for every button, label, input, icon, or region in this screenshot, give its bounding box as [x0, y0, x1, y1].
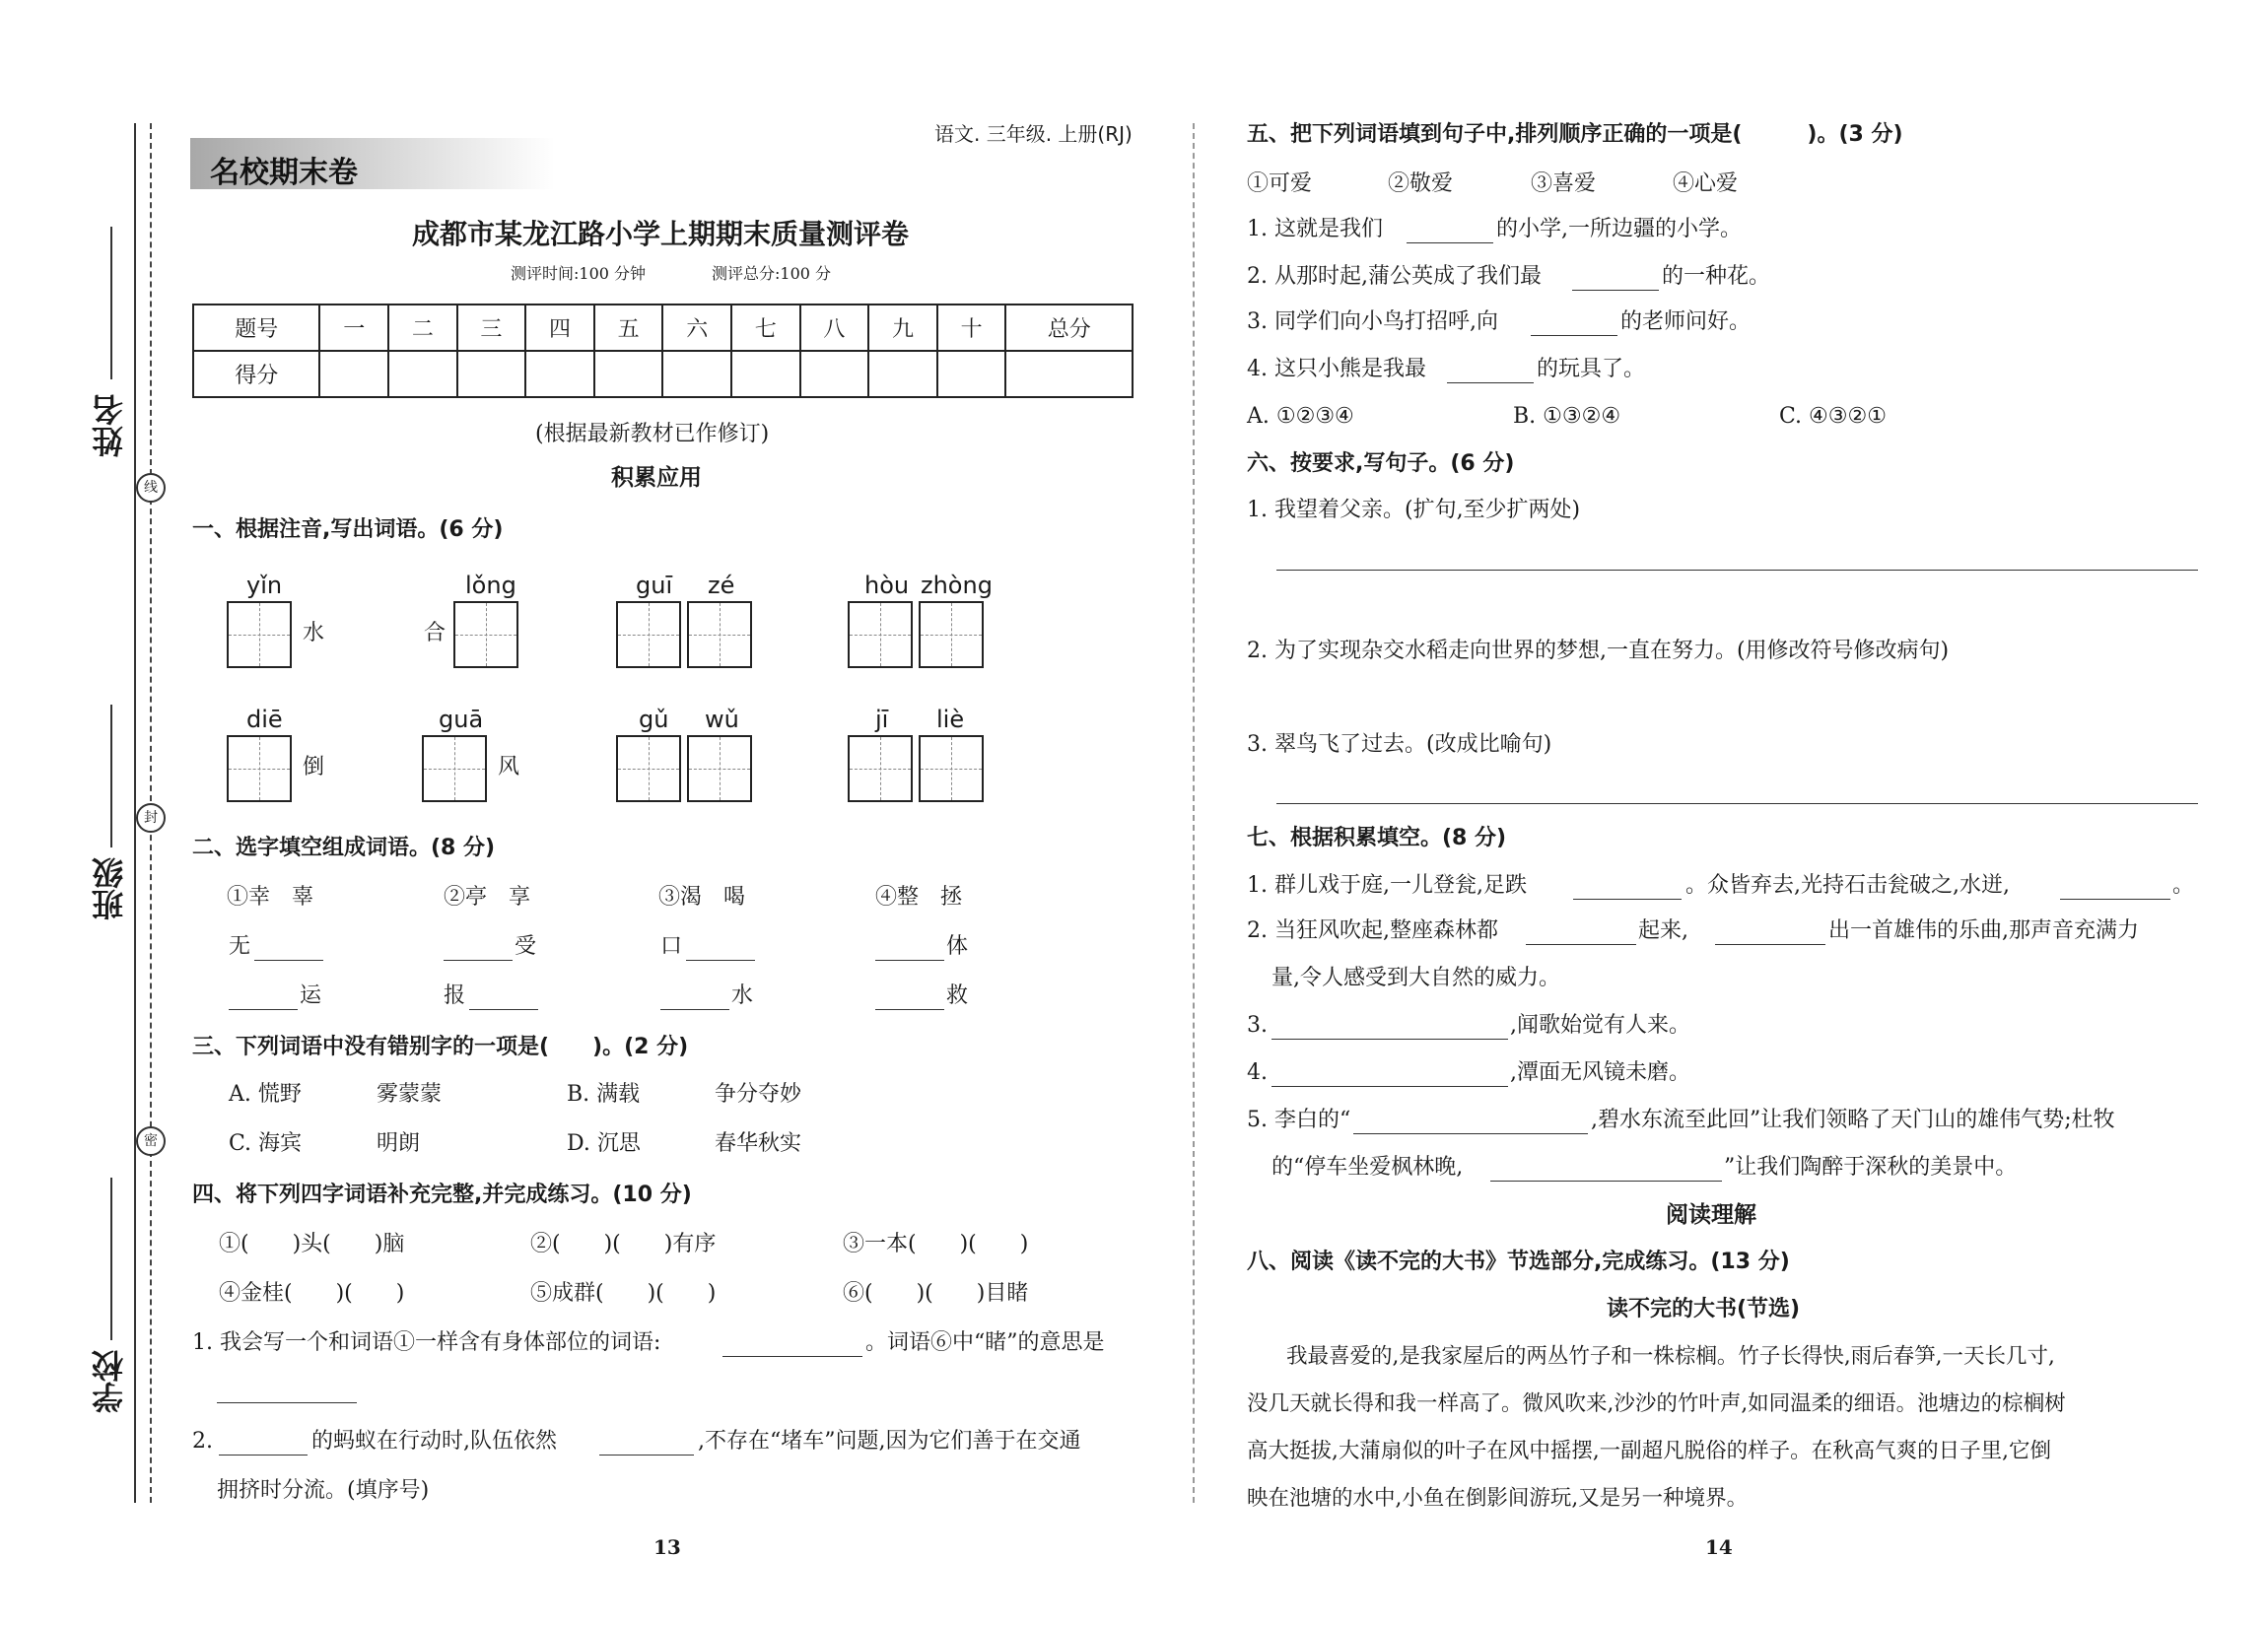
q5-sentence-end: 的玩具了。 [1537, 357, 1646, 381]
q7-blank[interactable] [1573, 881, 1682, 900]
q2-char: 水 [731, 983, 754, 1008]
given-char: 水 [303, 621, 325, 645]
q5-answer-a[interactable]: A. ①②③④ [1247, 404, 1354, 429]
pinyin: diē [246, 706, 283, 733]
q4-sub2-blank[interactable] [219, 1437, 308, 1456]
q3-choice-a-word: 雾蒙蒙 [377, 1082, 443, 1107]
q2-blank[interactable] [875, 991, 944, 1010]
score-cell: 五 [594, 305, 663, 351]
q5-word: ④心爱 [1673, 171, 1739, 196]
pinyin: zé [708, 572, 735, 599]
q7-item5-mid: ,碧水东流至此回”让我们领略了天门山的雄伟气势;杜牧 [1591, 1108, 2115, 1132]
idiom-part: )( [292, 1281, 353, 1306]
writing-box[interactable] [227, 601, 292, 668]
q4-sub2-text: 的蚂蚁在行动时,队伍依然 [311, 1429, 557, 1454]
q6-answer-line[interactable] [1276, 552, 2198, 571]
score-input-cell[interactable] [457, 351, 526, 397]
page-number-left: 13 [653, 1535, 681, 1559]
q2-char: 运 [300, 983, 322, 1008]
q2-option: ③渴 喝 [658, 885, 746, 910]
q5-title: 五、把下列词语填到句子中,排列顺序正确的一项是( )。(3 分) [1247, 122, 1903, 147]
q7-blank[interactable] [1271, 1068, 1508, 1087]
q2-char: 无 [229, 934, 251, 959]
q7-blank[interactable] [2060, 881, 2170, 900]
header-subject: 语文. 三年级. 上册(RJ) [934, 122, 1133, 146]
q7-item5-cont: 的“停车坐爱枫林晚, [1271, 1155, 1464, 1180]
q2-char: 口 [660, 934, 683, 959]
q6-item1: 1. 我望着父亲。(扩句,至少扩两处) [1247, 498, 1581, 522]
name-line[interactable] [110, 227, 112, 379]
q4-idiom-row2a [219, 1283, 404, 1305]
q7-item1-end: 。 [2172, 873, 2195, 898]
q3-choice-d[interactable]: D. 沉思 [567, 1131, 641, 1156]
idiom-part: ④金桂( [219, 1281, 293, 1306]
exam-title: 成都市某龙江路小学上期期末质量测评卷 [412, 218, 910, 250]
passage-title: 读不完的大书(节选) [1607, 1297, 1801, 1321]
idiom-part: ) [976, 1232, 1029, 1256]
q5-sentence: 1. 这就是我们 [1247, 217, 1383, 241]
pinyin: lǒng [465, 572, 516, 599]
score-cell: 九 [868, 305, 937, 351]
score-cell: 一 [319, 305, 388, 351]
writing-box[interactable] [687, 735, 752, 802]
section-title-reading: 阅读理解 [1666, 1202, 1756, 1228]
seal-mark-secret: 密 [136, 1126, 166, 1156]
writing-box[interactable] [919, 601, 984, 668]
score-input-cell[interactable] [800, 351, 869, 397]
idiom-part: ) [352, 1281, 405, 1306]
idiom-part: )头( [248, 1232, 331, 1256]
q7-item2-cont: 量,令人感受到大自然的威力。 [1271, 966, 1560, 990]
pinyin: guī [636, 572, 673, 599]
idiom-part: )目睹 [932, 1281, 1029, 1306]
q5-answer-c[interactable]: C. ④③②① [1779, 404, 1887, 429]
idiom-part: ⑤成群( [530, 1281, 604, 1306]
score-cell: 十 [937, 305, 1006, 351]
q7-item1-mid: 。众皆弃去,光持石击瓮破之,水迸, [1685, 873, 2010, 898]
pinyin: zhòng [921, 572, 993, 599]
q2-option: ②亭 享 [444, 885, 531, 910]
writing-box[interactable] [227, 735, 292, 802]
q5-word: ②敬爱 [1388, 171, 1454, 196]
score-cell: 七 [731, 305, 800, 351]
q6-item3: 3. 翠鸟飞了过去。(改成比喻句) [1247, 732, 1552, 757]
score-cell: 六 [662, 305, 731, 351]
score-cell: 四 [525, 305, 594, 351]
class-line[interactable] [110, 705, 112, 847]
score-table-header-row [193, 305, 1133, 351]
banner-text: 名校期末卷 [210, 156, 358, 190]
q7-blank[interactable] [1271, 1021, 1508, 1040]
q5-sentence: 2. 从那时起,蒲公英成了我们最 [1247, 264, 1542, 289]
idiom-part: ①( [219, 1232, 249, 1256]
idiom-part: )( [916, 1232, 977, 1256]
q5-sentence: 3. 同学们向小鸟打招呼,向 [1247, 309, 1498, 334]
q7-item4: ,潭面无风镜未磨。 [1510, 1060, 1690, 1085]
pinyin: wǔ [705, 706, 739, 733]
seal-mark-seal: 封 [136, 803, 166, 833]
q2-blank[interactable] [686, 942, 755, 961]
q7-item5-end: ”让我们陶醉于深秋的美景中。 [1724, 1155, 2018, 1180]
score-cell: 三 [457, 305, 526, 351]
pinyin: guā [439, 706, 484, 733]
page-number-right: 14 [1705, 1535, 1733, 1559]
seal-mark-line: 线 [136, 473, 166, 503]
q7-blank[interactable] [1353, 1116, 1588, 1134]
q7-item2: 2. 当狂风吹起,整座森林都 [1247, 918, 1498, 943]
exam-total: 测评总分:100 分 [712, 264, 832, 283]
page-divider [1193, 123, 1195, 1503]
idiom-part: )脑 [330, 1232, 405, 1256]
q3-choice-d-word: 春华秋实 [715, 1131, 802, 1156]
score-cell: 八 [800, 305, 869, 351]
q2-char: 救 [946, 983, 969, 1008]
q2-blank[interactable] [660, 991, 729, 1010]
q2-blank[interactable] [469, 991, 538, 1010]
section-title-accumulation: 积累应用 [611, 465, 702, 491]
score-cell: 题号 [193, 305, 319, 351]
q3-choice-a[interactable]: A. 慌野 [229, 1082, 302, 1107]
q5-sentence-end: 的小学,一所边疆的小学。 [1496, 217, 1742, 241]
q4-sub2-text2: ,不存在“堵车”问题,因为它们善于在交通 [698, 1429, 1081, 1454]
q4-sub1-text: 1. 我会写一个和词语①一样含有身体部位的词语: [192, 1330, 661, 1355]
score-input-cell[interactable] [868, 351, 937, 397]
q2-option: ④整 拯 [875, 885, 963, 910]
idiom-part: )( [560, 1232, 621, 1256]
score-table-score-row [193, 351, 1133, 397]
q6-title: 六、按要求,写句子。(6 分) [1247, 451, 1515, 476]
writing-box[interactable] [848, 601, 913, 668]
q3-choice-c[interactable]: C. 海宾 [229, 1131, 303, 1156]
exam-time: 测评时间:100 分钟 [511, 264, 647, 283]
given-char: 合 [424, 621, 447, 645]
score-input-cell[interactable] [1005, 351, 1133, 397]
q7-item4-num: 4. [1247, 1060, 1268, 1085]
pinyin: gǔ [639, 706, 669, 733]
q7-item1: 1. 群儿戏于庭,一儿登瓮,足跌 [1247, 873, 1527, 898]
school-line[interactable] [110, 1178, 112, 1340]
q2-char: 受 [515, 934, 537, 959]
pinyin: hòu [864, 572, 910, 599]
given-char: 风 [498, 755, 520, 779]
q5-blank[interactable] [1407, 225, 1493, 243]
idiom-part: )( [603, 1281, 664, 1306]
q2-blank[interactable] [875, 942, 944, 961]
q5-sentence: 4. 这只小熊是我最 [1247, 357, 1426, 381]
q7-blank[interactable] [1715, 926, 1825, 945]
score-row-label: 得分 [193, 351, 319, 397]
q7-item3: ,闻歌始觉有人来。 [1510, 1013, 1690, 1038]
q5-word: ①可爱 [1247, 171, 1313, 196]
score-input-cell[interactable] [525, 351, 594, 397]
q2-char: 体 [946, 934, 969, 959]
score-input-cell[interactable] [937, 351, 1006, 397]
writing-box[interactable] [687, 601, 752, 668]
score-input-cell[interactable] [731, 351, 800, 397]
q4-idiom-row2b [530, 1283, 716, 1305]
passage-line: 映在池塘的水中,小鱼在倒影间游玩,又是另一种境界。 [1247, 1486, 1749, 1511]
revised-note: (根据最新教材已作修订) [535, 422, 770, 446]
passage-line: 没几天就长得和我一样高了。微风吹来,沙沙的竹叶声,如同温柔的细语。池塘边的棕榈树 [1247, 1391, 2066, 1416]
q5-sentence-end: 的老师问好。 [1620, 309, 1752, 334]
writing-box[interactable] [919, 735, 984, 802]
score-table [192, 304, 1134, 398]
q2-char: 报 [444, 983, 466, 1008]
passage-line: 高大挺拔,大蒲扇似的叶子在风中摇摆,一副超凡脱俗的样子。在秋高气爽的日子里,它倒 [1247, 1439, 2052, 1463]
q7-item5: 5. 李白的“ [1247, 1108, 1351, 1132]
q5-answer-b[interactable]: B. ①③②④ [1513, 404, 1621, 429]
writing-box[interactable] [848, 735, 913, 802]
score-input-cell[interactable] [319, 351, 388, 397]
q5-blank[interactable] [1531, 317, 1617, 336]
q6-answer-line[interactable] [1276, 785, 2198, 804]
q4-idiom-row1 [219, 1234, 404, 1255]
idiom-part: )有序 [620, 1232, 717, 1256]
q3-choice-c-word: 明朗 [377, 1131, 421, 1156]
idiom-part: ⑥( [843, 1281, 873, 1306]
q7-title: 七、根据积累填空。(8 分) [1247, 826, 1507, 850]
q4-sub2-blank2[interactable] [599, 1437, 694, 1456]
q2-blank[interactable] [254, 942, 323, 961]
q4-sub1-blank2[interactable] [217, 1385, 357, 1403]
q4-idiom-row1b [530, 1234, 716, 1255]
q3-choice-b-word: 争分夺妙 [715, 1082, 802, 1107]
q7-item2-mid: 起来, [1638, 918, 1688, 943]
exam-series-banner [190, 138, 555, 189]
q5-word: ③喜爱 [1531, 171, 1597, 196]
writing-box[interactable] [422, 735, 487, 802]
pinyin: jī [875, 706, 889, 733]
q2-option: ①幸 辜 [227, 885, 314, 910]
idiom-part: )( [872, 1281, 933, 1306]
q6-item2: 2. 为了实现杂交水稻走向世界的梦想,一直在努力。(用修改符号修改病句) [1247, 639, 1950, 663]
pinyin: yǐn [246, 572, 283, 599]
q1-title: 一、根据注音,写出词语。(6 分) [192, 517, 504, 542]
q4-idiom-row2c [843, 1283, 1028, 1305]
class-label: 班级 [91, 857, 128, 920]
passage-line: 我最喜爱的,是我家屋后的两丛竹子和一株棕榈。竹子长得快,雨后春笋,一天长几寸, [1286, 1344, 2055, 1369]
idiom-part: ③一本( [843, 1232, 917, 1256]
pinyin: liè [936, 706, 965, 733]
q7-item3-num: 3. [1247, 1013, 1268, 1038]
q8-title: 八、阅读《读不完的大书》节选部分,完成练习。(13 分) [1247, 1250, 1790, 1274]
q5-blank[interactable] [1447, 365, 1534, 383]
q4-sub1-blank[interactable] [722, 1338, 862, 1357]
score-input-cell[interactable] [662, 351, 731, 397]
q3-title: 三、下列词语中没有错别字的一项是( )。(2 分) [192, 1035, 689, 1059]
q2-blank[interactable] [229, 991, 298, 1010]
q7-blank[interactable] [1526, 926, 1636, 945]
q5-blank[interactable] [1572, 272, 1659, 291]
score-input-cell[interactable] [594, 351, 663, 397]
q2-blank[interactable] [444, 942, 513, 961]
name-label: 姓名 [91, 394, 128, 457]
idiom-part: ) [663, 1281, 717, 1306]
score-cell: 二 [388, 305, 457, 351]
idiom-part: ②( [530, 1232, 561, 1256]
q2-title: 二、选字填空组成词语。(8 分) [192, 836, 496, 860]
writing-box[interactable] [453, 601, 518, 668]
writing-box[interactable] [616, 735, 681, 802]
given-char: 倒 [303, 755, 325, 779]
school-label: 学校 [91, 1350, 128, 1413]
writing-box[interactable] [616, 601, 681, 668]
score-cell: 总分 [1005, 305, 1133, 351]
q7-item2-end: 出一首雄伟的乐曲,那声音充满力 [1828, 918, 2139, 943]
q5-sentence-end: 的一种花。 [1662, 264, 1771, 289]
q4-sub1-text2: 。词语⑥中“睹”的意思是 [865, 1330, 1105, 1355]
q4-sub2-text3: 拥挤时分流。(填序号) [217, 1478, 430, 1503]
score-input-cell[interactable] [388, 351, 457, 397]
q4-title: 四、将下列四字词语补充完整,并完成练习。(10 分) [192, 1183, 692, 1207]
q3-choice-b[interactable]: B. 满载 [567, 1082, 641, 1107]
q4-idiom-row1c [843, 1234, 1028, 1255]
q7-blank[interactable] [1490, 1163, 1722, 1182]
q4-sub2-num: 2. [192, 1429, 213, 1454]
